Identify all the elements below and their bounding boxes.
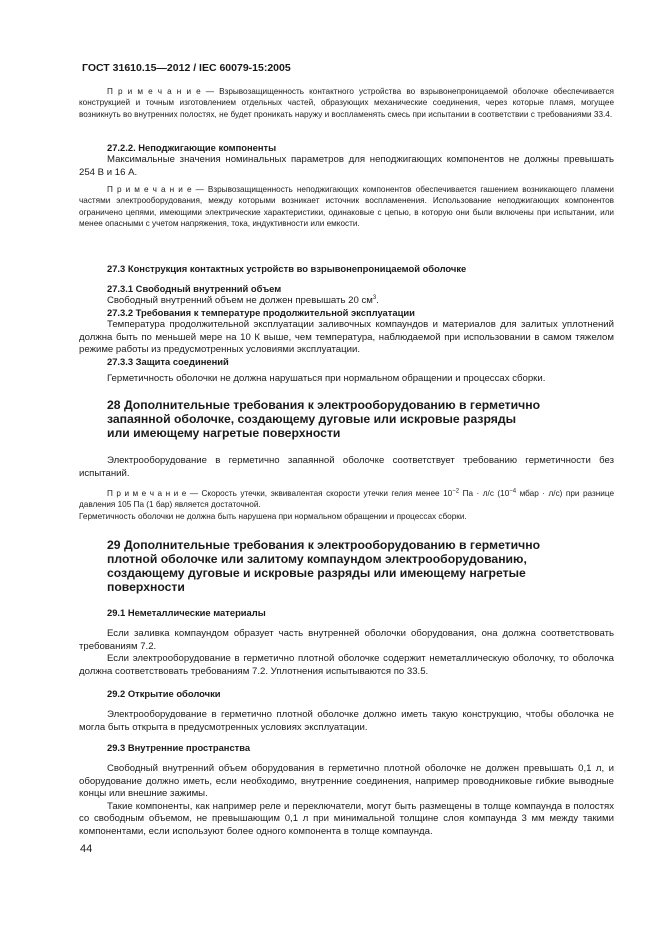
note-1 xyxy=(79,86,614,120)
section-27-3 xyxy=(79,263,614,275)
paragraph: Герметичность оболочки не должна нарушаться при нормальном обращении и процессах сборки. xyxy=(107,373,546,384)
section-29-3 xyxy=(79,742,614,839)
section-heading: 27.3.2 Требования к температуре продолжительной эксплуатации xyxy=(107,307,415,318)
note-text: — Взрывозащищенность неподжигающих компонентов обеспечивается гашением возникающего пламени частями электрооборудования, между которыми возникает источник воспламенения. Использование неподжигающих компонентов ограничено цепями, имеющими электрические характеристики, одинаковые с цепью, в которую они были включены при испытании, или менее опасными с учетом напряжения, тока, индуктивности или емкости. xyxy=(79,185,615,229)
paragraph: Свободный внутренний объем не должен превышать 20 $см^3$. xyxy=(107,294,379,306)
section-27-3-1 xyxy=(79,283,614,308)
running-header: ГОСТ 31610.15—2012 / IEC 60079-15:2005 xyxy=(82,62,291,74)
section-heading-line: поверхности xyxy=(107,580,185,594)
paragraph: Если электрооборудование в герметично плотной оболочке содержит неметаллическую оболочку, то оболочка должна соответствовать требованиям 7.2. Уплотнения испытываются по 33.5. xyxy=(79,653,614,677)
page-number: 44 xyxy=(80,843,93,855)
section-heading: 27.3.3 Защита соединений xyxy=(107,356,229,367)
paragraph: Максимальные значения номинальных параметров для неподжигающих компонентов не должны превышать 254 В и 16 А. xyxy=(79,154,614,178)
section-heading-line: или имеющему нагретые поверхности xyxy=(107,426,341,440)
paragraph: Электрооборудование в герметично запаянной оболочке соответствует требованию герметичности без испытаний. xyxy=(79,455,614,479)
section-28 xyxy=(79,398,614,480)
paragraph: Если заливка компаундом образует часть внутренней оболочки оборудования, она должна соответствовать требованиям 7.2. xyxy=(79,628,614,652)
superscript: 3 xyxy=(372,294,377,301)
section-heading-line: плотной оболочке или залитому компаундом электрооборудованию, xyxy=(107,552,527,566)
note-label: П р и м е ч а н и е xyxy=(107,489,187,498)
section-heading: 29.2 Открытие оболочки xyxy=(107,688,221,699)
section-heading-line: запаянной оболочке, создающему дуговые или искровые разряды xyxy=(107,412,516,426)
section-27-3-3 xyxy=(79,356,614,386)
note-label: П р и м е ч а н и е xyxy=(107,87,201,96)
section-29-1 xyxy=(79,607,614,678)
section-29-2 xyxy=(79,688,614,734)
paragraph: Электрооборудование в герметично плотной оболочке должно иметь такую конструкцию, чтобы оболочка не могла быть открыта в предусмотренных условиях эксплуатации. xyxy=(79,709,614,733)
section-heading: 27.2.2. Неподжигающие компоненты xyxy=(107,142,277,153)
paragraph: Такие компоненты, как например реле и переключатели, могут быть размещены в толще компаунда в полостях со свободным объемом, не превышающим 0,1 л при минимальной толщине слоя компаунда 3 мм между такими компонентами, если используют более одного компонента в толще компаунда. xyxy=(79,800,614,837)
section-heading: 27.3.1 Свободный внутренний объем xyxy=(107,283,282,294)
section-27-2-2 xyxy=(79,142,614,179)
note-2 xyxy=(79,184,614,230)
paragraph: Свободный внутренний объем оборудования в герметично плотной оболочке не должен превышать 0,1 л, и оборудование должно иметь, если необходимо, внутренние соединения, например проводниковые гибкие выводные концы или внешние зажимы. xyxy=(79,763,614,800)
section-heading-line: 28 Дополнительные требования к электрооборудованию в герметично xyxy=(107,398,541,412)
note-continuation: Герметичность оболочки не должна быть нарушена при нормальном обращении и процессах сборки. xyxy=(79,511,467,521)
section-29 xyxy=(79,538,614,594)
note-label: П р и м е ч а н и е xyxy=(107,185,192,194)
section-heading: 29.3 Внутренние пространства xyxy=(107,742,251,753)
section-heading: 27.3 Конструкция контактных устройств во взрывонепроницаемой оболочке xyxy=(107,263,467,274)
section-heading-line: создающему дуговые и искровые разряды или имеющему нагретые xyxy=(107,566,526,580)
note-text: — Взрывозащищенность контактного устройства во взрывонепроницаемой оболочке обеспечивается конструкцией и точным изготовлением отдельных частей, образующих механические соединения, через которые пламя, могущее возникнуть во внутренних полостях, не будет проникать наружу и воспламенять смесь при испытании в соответствии с требованиями 33.4. xyxy=(79,87,614,119)
section-27-3-2 xyxy=(79,307,614,357)
note-3: П р и м е ч а н и е — Скорость утечки, эквивалентая скорости утечки гелия менее $10^{-2}$ Па · л/с ($10^{-4}$ мбар · л/с) при разнице давления 105 Па (1 бар) является достаточной. Герметичность оболочки не должна быть нарушена при нормальном обращении и процессах сборки. xyxy=(79,488,615,521)
section-heading: 29.1 Неметаллические материалы xyxy=(107,607,266,618)
section-heading-line: 29 Дополнительные требования к электрооборудованию в герметично xyxy=(107,538,541,552)
paragraph: Температура продолжительной эксплуатации заливочных компаундов и материалов для залитых уплотнений должна быть по меньшей мере на 10 К выше, чем температура, наблюдаемой при использовании в самом тяжелом режиме работы из предусмотренных условиями эксплуатации. xyxy=(79,319,614,356)
